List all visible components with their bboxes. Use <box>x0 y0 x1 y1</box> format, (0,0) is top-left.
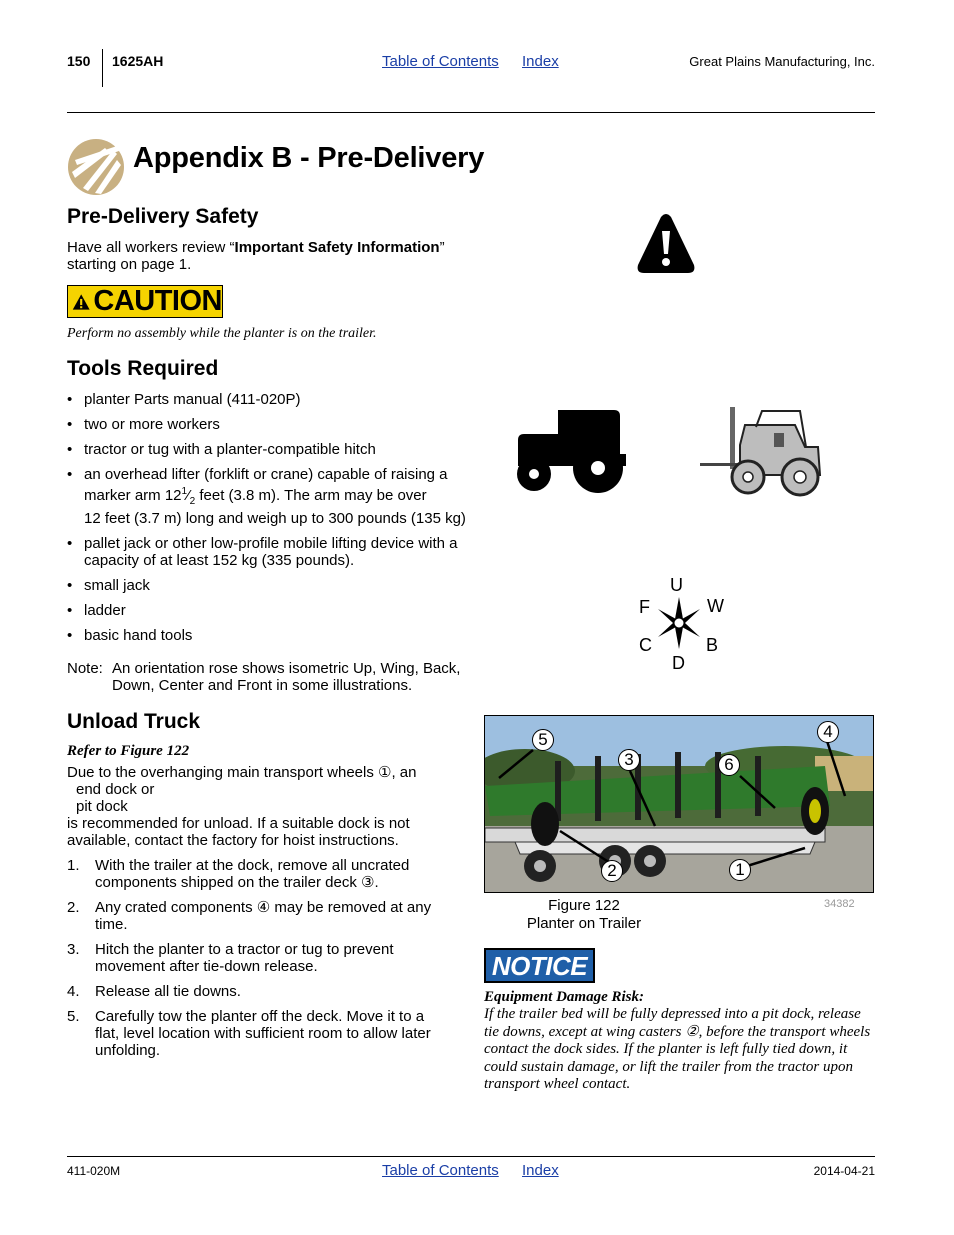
list-item: • small jack <box>67 577 467 594</box>
list-item: • two or more workers <box>67 416 467 433</box>
company-name: Great Plains Manufacturing, Inc. <box>689 54 875 69</box>
rose-label-w: W <box>707 596 724 616</box>
callout-6: 6 <box>718 754 740 776</box>
unload-steps <box>67 857 452 1067</box>
notice-label: NOTICE <box>484 948 595 983</box>
unload-intro: Due to the overhanging main transport wheels ①, an end dock or pit dock is recommended for unload. If a suitable dock is not available, contact the factory for hoist instructions. <box>67 764 417 849</box>
rose-label-f: F <box>639 597 650 617</box>
index-link-header[interactable]: Index <box>522 53 559 70</box>
pre-delivery-heading: Pre-Delivery Safety <box>67 205 259 228</box>
step-item: 5. Carefully tow the planter off the deck. Move it to a flat, level location with sufficient room to allow later unfolding. <box>67 1008 431 1059</box>
toc-link-footer[interactable]: Table of Contents <box>382 1162 499 1179</box>
list-item: • pallet jack or other low-profile mobile lifting device with a capacity of at least 152 kg (335 pounds). <box>67 535 467 569</box>
doc-number: 411-020M <box>67 1164 121 1178</box>
list-item: • an overhead lifter (forklift or crane) capable of raising a marker arm $12^1⁄_2$ feet (3.8 m). The arm may be over 12 feet (3.7 m) long and weigh up to 300 pounds (135 kg) <box>67 466 467 527</box>
list-item: • planter Parts manual (411-020P) <box>67 391 467 408</box>
step-item: 2. Any crated components ④ may be removed at any time. <box>67 899 432 933</box>
list-item: • tractor or tug with a planter-compatible hitch <box>67 441 467 458</box>
rose-label-b: B <box>706 635 719 655</box>
tractor-icon <box>514 406 632 494</box>
compass-rose-icon <box>658 597 700 649</box>
footer-rule <box>67 1156 875 1157</box>
callout-1: 1 <box>729 859 751 881</box>
callout-5: 5 <box>532 729 554 751</box>
step-item: 1. With the trailer at the dock, remove all uncrated components shipped on the trailer deck ③. <box>67 857 410 891</box>
page-title: Appendix B - Pre-Delivery <box>133 142 485 174</box>
note-label: Note: <box>67 660 103 677</box>
rose-label-d: D <box>672 653 685 673</box>
figure-number: Figure 122 <box>548 897 620 914</box>
pre-delivery-text: Have all workers review “Important Safety Information” starting on page 1. <box>67 239 445 273</box>
safety-alert-icon <box>636 213 696 275</box>
notice-text: If the trailer bed will be fully depressed into a pit dock, release tie downs, except at wing casters ②, before the transport wheels contact the dock sides. If the planter is left fully tied down, it could sustain damage, or lift the trailer from the tractor upon transport wheel contact. <box>484 1006 871 1092</box>
step-item: 3. Hitch the planter to a tractor or tug to prevent movement after tie-down release. <box>67 941 394 975</box>
note-text: An orientation rose shows isometric Up, Wing, Back, Down, Center and Front in some illustrations. <box>112 660 461 694</box>
planter-on-trailer-photo <box>484 715 874 893</box>
figure-id: 34382 <box>824 898 855 910</box>
callout-2: 2 <box>601 860 623 882</box>
index-link-footer[interactable]: Index <box>522 1162 559 1179</box>
list-item: • ladder <box>67 602 467 619</box>
step-item: 4. Release all tie downs. <box>67 983 241 1000</box>
forklift-icon <box>700 405 826 497</box>
toc-link-header[interactable]: Table of Contents <box>382 53 499 70</box>
tools-list <box>67 391 467 652</box>
rose-label-u: U <box>670 575 683 595</box>
tools-heading: Tools Required <box>67 357 219 380</box>
rose-label-c: C <box>639 635 652 655</box>
model-name: 1625AH <box>112 53 164 69</box>
page-number: 150 <box>67 53 91 69</box>
safety-info-reference: Important Safety Information <box>234 239 440 256</box>
header-rule <box>67 112 875 113</box>
list-item: • basic hand tools <box>67 627 467 644</box>
figure-caption: Planter on Trailer <box>526 915 642 932</box>
unload-heading: Unload Truck <box>67 710 201 733</box>
callout-4: 4 <box>817 721 839 743</box>
notice-heading: Equipment Damage Risk: <box>484 989 645 1005</box>
warning-triangle-icon <box>72 290 90 314</box>
great-plains-logo-icon <box>67 138 125 196</box>
orientation-rose <box>636 573 726 673</box>
publication-date: 2014-04-21 <box>813 1164 875 1178</box>
caution-text: Perform no assembly while the planter is on the trailer. <box>67 326 377 341</box>
caution-label: CAUTION <box>67 285 223 318</box>
callout-3: 3 <box>618 749 640 771</box>
header-divider <box>102 49 103 87</box>
figure-reference: Refer to Figure 122 <box>67 743 190 759</box>
